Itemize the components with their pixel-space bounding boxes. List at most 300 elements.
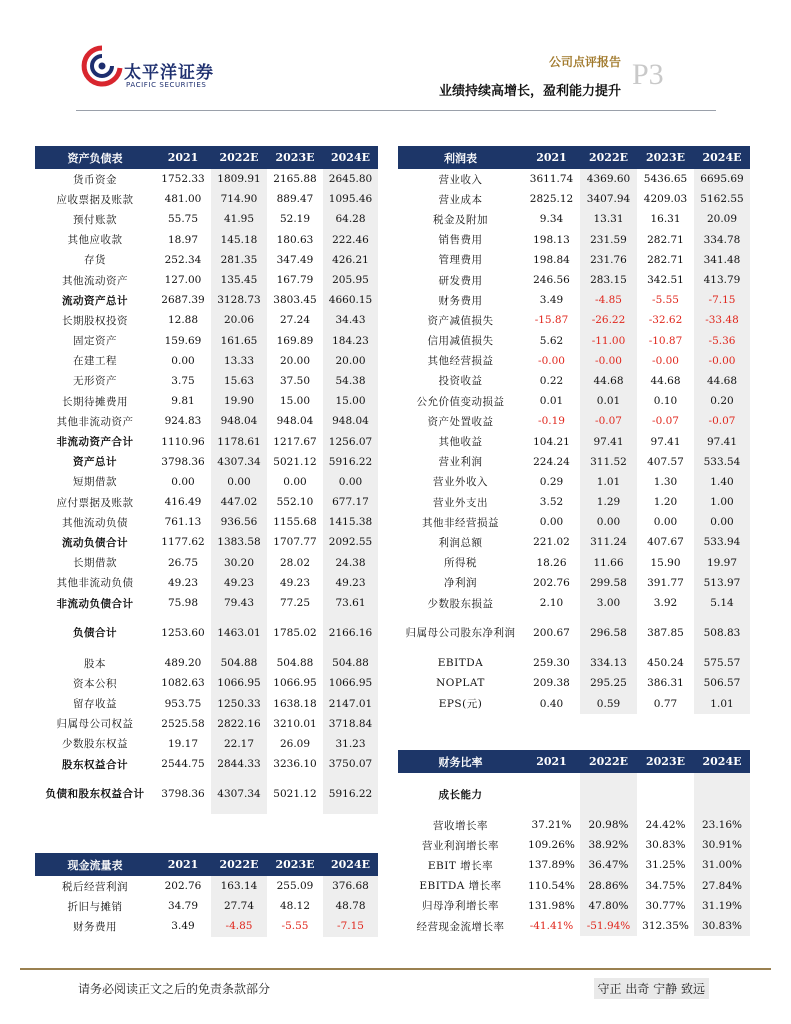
table-cell: 0.10	[653, 395, 678, 408]
header-divider	[76, 110, 716, 111]
table-cell: -0.19	[538, 415, 565, 428]
table-cell: 1.30	[653, 475, 678, 488]
table-cell: 3.92	[653, 597, 678, 610]
table-row	[35, 431, 378, 451]
row-label: 折旧与摊销	[67, 900, 123, 913]
table-cell: 0.01	[539, 395, 564, 408]
row-label: 营业利润增长率	[422, 839, 499, 852]
table-cell: 0.00	[171, 475, 195, 488]
table-cell: 3611.74	[529, 173, 574, 186]
table-cell: -33.48	[694, 310, 750, 330]
table-cell: 889.47	[276, 193, 314, 206]
row-label: 股本	[84, 657, 106, 670]
row-label: 存货	[84, 254, 106, 267]
table-row	[398, 472, 750, 492]
table-row	[35, 331, 378, 351]
row-label: 研发费用	[438, 274, 483, 287]
table-cell: 180.63	[276, 233, 314, 246]
table-cell: 15.00	[323, 391, 378, 411]
row-label: 预付账款	[73, 213, 117, 226]
table-cell: 0.29	[539, 475, 564, 488]
table-cell: 311.24	[580, 532, 637, 552]
row-label: 固定资产	[73, 335, 117, 348]
table-cell: 334.13	[580, 653, 637, 673]
table-row	[35, 896, 378, 916]
table-row	[35, 916, 378, 936]
table-cell: 3.52	[539, 496, 564, 509]
cash-flow-title: 现金流量表	[35, 853, 155, 876]
table-cell: 27.74	[211, 896, 267, 916]
table-row	[398, 855, 750, 875]
table-cell: 0.01	[580, 391, 637, 411]
row-label: 营业外收入	[433, 476, 488, 489]
table-cell: 2687.39	[161, 294, 205, 307]
table-cell: 3.49	[171, 920, 195, 933]
row-label: 营业利润	[438, 456, 483, 469]
table-cell: 447.02	[211, 492, 267, 512]
table-row	[398, 331, 750, 351]
table-cell: 481.00	[164, 193, 202, 206]
table-cell: 5.62	[539, 334, 564, 347]
table-row	[398, 431, 750, 451]
table-row	[35, 411, 378, 431]
table-cell: 3210.01	[273, 717, 317, 730]
table-cell: 20.00	[279, 354, 311, 367]
table-row	[398, 290, 750, 310]
row-label: 少数股东损益	[427, 597, 494, 610]
table-cell: -0.00	[538, 354, 565, 367]
table-row	[398, 371, 750, 391]
ratio-section-row	[398, 773, 750, 815]
table-row	[398, 492, 750, 512]
table-row	[398, 876, 750, 896]
table-cell: 426.21	[323, 250, 378, 270]
table-cell: 1463.01	[211, 613, 267, 653]
table-cell: 513.97	[694, 573, 750, 593]
table-row	[35, 694, 378, 714]
row-label: 长期借款	[73, 557, 117, 570]
logo-english-name: PACIFIC SECURITIES	[126, 81, 207, 89]
table-cell: 41.95	[211, 209, 267, 229]
income-statement-table	[398, 146, 750, 714]
table-cell: 15.90	[650, 556, 681, 569]
table-cell: 28.86%	[580, 876, 637, 896]
table-cell: -15.87	[534, 314, 569, 327]
table-cell: 953.75	[164, 697, 202, 710]
logo-chinese-name: 太平洋证券	[124, 63, 214, 83]
row-label: 其他经营损益	[427, 355, 494, 368]
table-cell: 2825.12	[529, 193, 574, 206]
table-cell: 299.58	[580, 573, 637, 593]
income-statement-year-header: 2022E	[580, 146, 637, 169]
table-row	[35, 391, 378, 411]
footer-divider	[20, 968, 771, 970]
table-cell: 55.75	[167, 213, 199, 226]
row-label: EPS(元)	[438, 698, 483, 711]
table-cell: 246.56	[533, 274, 570, 287]
income-statement-year-header: 2023E	[637, 146, 694, 169]
table-cell: -32.62	[648, 314, 683, 327]
table-cell: 3128.73	[211, 290, 267, 310]
table-cell: 52.19	[279, 213, 311, 226]
table-cell: 137.89%	[528, 859, 575, 872]
page-number: P3	[632, 58, 664, 91]
row-label: 归母净利增长率	[422, 900, 499, 913]
table-cell: 163.14	[211, 876, 267, 896]
table-row	[35, 553, 378, 573]
table-row	[398, 673, 750, 693]
row-label: EBITDA 增长率	[419, 880, 502, 893]
table-cell: 167.79	[276, 274, 314, 287]
table-cell: 376.68	[323, 876, 378, 896]
table-row	[398, 250, 750, 270]
ratio-title: 财务比率	[398, 750, 523, 773]
table-row	[398, 694, 750, 714]
row-label: 其他非经营损益	[422, 516, 499, 529]
table-cell	[637, 773, 694, 815]
table-cell: 5021.12	[273, 788, 317, 801]
cash-flow-year-header: 2021	[155, 853, 211, 876]
table-cell: 24.42%	[645, 819, 686, 832]
table-row	[35, 754, 378, 774]
report-type: 公司点评报告	[548, 55, 621, 69]
table-cell: 37.21%	[531, 819, 572, 832]
table-cell: 48.78	[323, 896, 378, 916]
table-row	[398, 452, 750, 472]
table-cell: 1707.77	[273, 536, 317, 549]
row-label: 归属母公司股东净利润	[405, 626, 516, 639]
row-label: 其他应收款	[67, 234, 123, 247]
table-row	[398, 835, 750, 855]
row-label: 营业外支出	[433, 496, 488, 509]
table-cell: 504.88	[323, 653, 378, 673]
table-row	[35, 270, 378, 290]
table-cell: 159.69	[164, 334, 202, 347]
table-row	[398, 391, 750, 411]
logo-swirl-icon	[80, 44, 124, 88]
financial-ratio-header	[398, 750, 750, 773]
row-label: 在建工程	[73, 355, 117, 368]
table-cell: 341.48	[694, 250, 750, 270]
table-cell: 49.23	[323, 573, 378, 593]
table-cell: 77.25	[279, 597, 311, 610]
row-label: 其他流动资产	[62, 274, 128, 287]
table-cell: 169.89	[276, 334, 314, 347]
table-cell: 1250.33	[211, 694, 267, 714]
table-cell: 0.00	[283, 475, 307, 488]
table-row	[398, 613, 750, 653]
table-cell: 1256.07	[323, 431, 378, 451]
table-cell: 31.00%	[694, 855, 750, 875]
table-cell: 2.10	[539, 597, 564, 610]
row-label: 销售费用	[438, 234, 483, 247]
table-cell: 9.34	[539, 213, 564, 226]
table-cell: 936.56	[211, 512, 267, 532]
row-label: 资产减值损失	[427, 314, 494, 327]
table-cell: 0.00	[323, 472, 378, 492]
table-cell: 18.26	[536, 556, 567, 569]
table-cell: 20.00	[323, 351, 378, 371]
report-title: 业绩持续高增长，盈利能力提升	[438, 84, 621, 99]
table-cell: 2525.58	[161, 717, 205, 730]
row-label: 税金及附加	[433, 213, 488, 226]
table-cell: 27.84%	[694, 876, 750, 896]
row-label: 少数股东权益	[62, 738, 128, 751]
table-cell: 12.88	[167, 314, 199, 327]
row-label: 其他流动负债	[62, 516, 128, 529]
table-cell: 31.25%	[645, 859, 686, 872]
table-cell: 3750.07	[323, 754, 378, 774]
table-row	[398, 532, 750, 552]
table-cell: 312.35%	[642, 920, 689, 933]
table-cell: 30.77%	[645, 899, 686, 912]
table-cell: 4209.03	[643, 193, 688, 206]
table-cell: -4.85	[580, 290, 637, 310]
row-label: 货币资金	[73, 173, 117, 186]
table-cell: 231.59	[580, 230, 637, 250]
table-cell: 0.00	[171, 354, 195, 367]
table-row	[398, 351, 750, 371]
table-cell: 296.58	[580, 613, 637, 653]
table-cell: 1752.33	[161, 173, 205, 186]
table-cell: 1.40	[694, 472, 750, 492]
table-row	[398, 653, 750, 673]
table-cell: -0.00	[694, 351, 750, 371]
table-row	[35, 734, 378, 754]
row-label: 归属母公司权益	[56, 718, 134, 731]
row-label: 投资收益	[438, 375, 483, 388]
table-cell: 2844.33	[211, 754, 267, 774]
table-cell: 1066.95	[273, 677, 317, 690]
income-statement-header	[398, 146, 750, 169]
table-cell: -5.55	[652, 294, 679, 307]
table-cell: 31.19%	[694, 896, 750, 916]
row-label: 应付票据及账款	[56, 496, 134, 509]
row-label: 资产处置收益	[427, 415, 494, 428]
table-row	[35, 472, 378, 492]
table-cell: 205.95	[323, 270, 378, 290]
ratio-year-header: 2021	[523, 750, 580, 773]
table-cell: 1.20	[653, 496, 678, 509]
table-cell: 198.13	[533, 233, 570, 246]
table-cell: 24.38	[323, 553, 378, 573]
table-cell: 49.23	[279, 576, 311, 589]
table-cell: 1.00	[694, 492, 750, 512]
table-cell: 714.90	[211, 189, 267, 209]
table-cell: 75.98	[167, 597, 199, 610]
table-cell	[694, 773, 750, 815]
table-cell: 3236.10	[273, 758, 317, 771]
balance-sheet-year-header: 2022E	[211, 146, 267, 169]
row-label: EBIT 增长率	[427, 859, 494, 872]
table-cell: 198.84	[533, 253, 570, 266]
table-cell: 222.46	[323, 230, 378, 250]
row-label: 负债合计	[73, 626, 117, 639]
table-row	[35, 593, 378, 613]
table-cell: 28.02	[279, 556, 311, 569]
table-cell: 221.02	[533, 536, 570, 549]
table-cell: -5.36	[694, 331, 750, 351]
table-cell: 209.38	[533, 677, 570, 690]
table-cell: 5436.65	[643, 173, 688, 186]
row-label: 流动负债合计	[62, 536, 128, 549]
table-row	[35, 774, 378, 814]
table-cell: 282.71	[647, 233, 684, 246]
table-cell: 386.31	[647, 677, 684, 690]
table-cell: 1110.96	[161, 435, 205, 448]
table-cell: 30.83%	[694, 916, 750, 936]
table-cell: 1082.63	[161, 677, 205, 690]
row-label: 公允价值变动损益	[416, 395, 505, 408]
table-cell: 97.41	[694, 431, 750, 451]
table-cell: 5162.55	[694, 189, 750, 209]
table-cell: 3.00	[580, 593, 637, 613]
row-label: 所得税	[444, 557, 477, 570]
table-cell: 9.81	[171, 395, 195, 408]
row-label: 应收票据及账款	[56, 193, 134, 206]
table-cell: 0.40	[539, 697, 564, 710]
table-cell: 30.20	[211, 553, 267, 573]
table-row	[398, 916, 750, 936]
table-cell: -26.22	[580, 310, 637, 330]
balance-sheet-year-header: 2024E	[323, 146, 378, 169]
table-cell: 27.24	[279, 314, 311, 327]
table-row	[35, 512, 378, 532]
table-row	[398, 896, 750, 916]
table-cell: 948.04	[276, 415, 314, 428]
table-cell: 6695.69	[694, 169, 750, 189]
table-cell: 34.75%	[645, 879, 686, 892]
table-cell: 0.77	[653, 697, 678, 710]
table-cell: 407.57	[647, 455, 684, 468]
table-cell: 109.26%	[528, 839, 575, 852]
table-cell: 19.90	[211, 391, 267, 411]
table-cell: 36.47%	[580, 855, 637, 875]
table-cell: 11.66	[580, 553, 637, 573]
table-cell: 4307.34	[211, 452, 267, 472]
row-label: 短期借款	[73, 476, 117, 489]
table-row	[35, 492, 378, 512]
row-label: 信用减值损失	[427, 335, 494, 348]
table-cell: -4.85	[211, 916, 267, 936]
table-cell: 4307.34	[211, 774, 267, 814]
table-cell: 1.29	[580, 492, 637, 512]
table-row	[35, 573, 378, 593]
table-row	[35, 310, 378, 330]
table-cell: 295.25	[580, 673, 637, 693]
table-cell: 135.45	[211, 270, 267, 290]
table-row	[35, 230, 378, 250]
table-cell: 2147.01	[323, 694, 378, 714]
table-cell: 18.97	[167, 233, 199, 246]
balance-sheet-year-header: 2021	[155, 146, 211, 169]
table-cell: 20.09	[694, 209, 750, 229]
table-cell: 34.43	[323, 310, 378, 330]
table-cell: 342.51	[647, 274, 684, 287]
footer-disclaimer: 请务必阅读正文之后的免责条款部分	[78, 982, 271, 996]
row-label: 营业收入	[438, 173, 483, 186]
table-cell: 231.76	[580, 250, 637, 270]
table-cell: 79.43	[211, 593, 267, 613]
row-label: NOPLAT	[436, 677, 485, 690]
table-cell: 761.13	[164, 516, 202, 529]
row-label: 财务费用	[438, 294, 483, 307]
table-row	[35, 876, 378, 896]
table-cell: 48.12	[279, 900, 311, 913]
table-row	[398, 573, 750, 593]
row-label: 流动资产总计	[62, 294, 128, 307]
table-cell: 1785.02	[273, 627, 317, 640]
table-cell: 131.98%	[528, 899, 575, 912]
row-label: 营业成本	[438, 193, 483, 206]
table-cell: 73.61	[323, 593, 378, 613]
table-cell: 416.49	[164, 496, 202, 509]
table-cell: 281.35	[211, 250, 267, 270]
table-cell: -41.41%	[529, 920, 574, 933]
row-label: 其他收益	[438, 436, 483, 449]
cash-flow-table	[35, 853, 378, 937]
table-row	[35, 351, 378, 371]
table-cell: 26.09	[279, 737, 311, 750]
row-label: 经营现金流增长率	[416, 920, 505, 933]
table-cell: 202.76	[164, 880, 202, 893]
table-cell: -5.55	[281, 920, 309, 933]
table-cell: 1.01	[694, 694, 750, 714]
table-row	[35, 714, 378, 734]
table-cell: 2165.88	[273, 173, 317, 186]
table-cell: 283.15	[580, 270, 637, 290]
row-label: 非流动负债合计	[56, 597, 134, 610]
table-cell: 64.28	[323, 209, 378, 229]
table-row	[35, 371, 378, 391]
row-label: 其他非流动资产	[56, 415, 134, 428]
table-cell: 5916.22	[323, 774, 378, 814]
income-statement-title: 利润表	[398, 146, 523, 169]
table-cell: 1066.95	[211, 673, 267, 693]
table-cell: 19.17	[167, 737, 199, 750]
table-cell: 1253.60	[161, 627, 205, 640]
table-cell: 1.01	[580, 472, 637, 492]
table-cell: 1066.95	[323, 673, 378, 693]
table-cell: 4660.15	[323, 290, 378, 310]
table-cell: 575.57	[694, 653, 750, 673]
row-label: 营收增长率	[433, 819, 488, 832]
table-cell: 38.92%	[580, 835, 637, 855]
table-cell: 2166.16	[323, 613, 378, 653]
table-cell: 1155.68	[273, 516, 317, 529]
table-cell: 47.80%	[580, 896, 637, 916]
table-cell: 23.16%	[694, 815, 750, 835]
table-cell: 4369.60	[580, 169, 637, 189]
row-label: 长期待摊费用	[62, 395, 128, 408]
table-row	[35, 189, 378, 209]
table-cell: 3.49	[539, 294, 564, 307]
table-cell: 44.68	[580, 371, 637, 391]
table-cell: 0.00	[539, 516, 564, 529]
table-row	[35, 653, 378, 673]
table-row	[398, 512, 750, 532]
table-cell: 533.54	[694, 452, 750, 472]
table-cell: 1809.91	[211, 169, 267, 189]
table-cell: 49.23	[211, 573, 267, 593]
table-cell: 37.50	[279, 374, 311, 387]
table-cell: 1095.46	[323, 189, 378, 209]
table-cell: 552.10	[276, 496, 314, 509]
table-cell: 282.71	[647, 253, 684, 266]
table-cell: 1415.38	[323, 512, 378, 532]
row-label: 资本公积	[73, 677, 117, 690]
balance-sheet-year-header: 2023E	[267, 146, 323, 169]
